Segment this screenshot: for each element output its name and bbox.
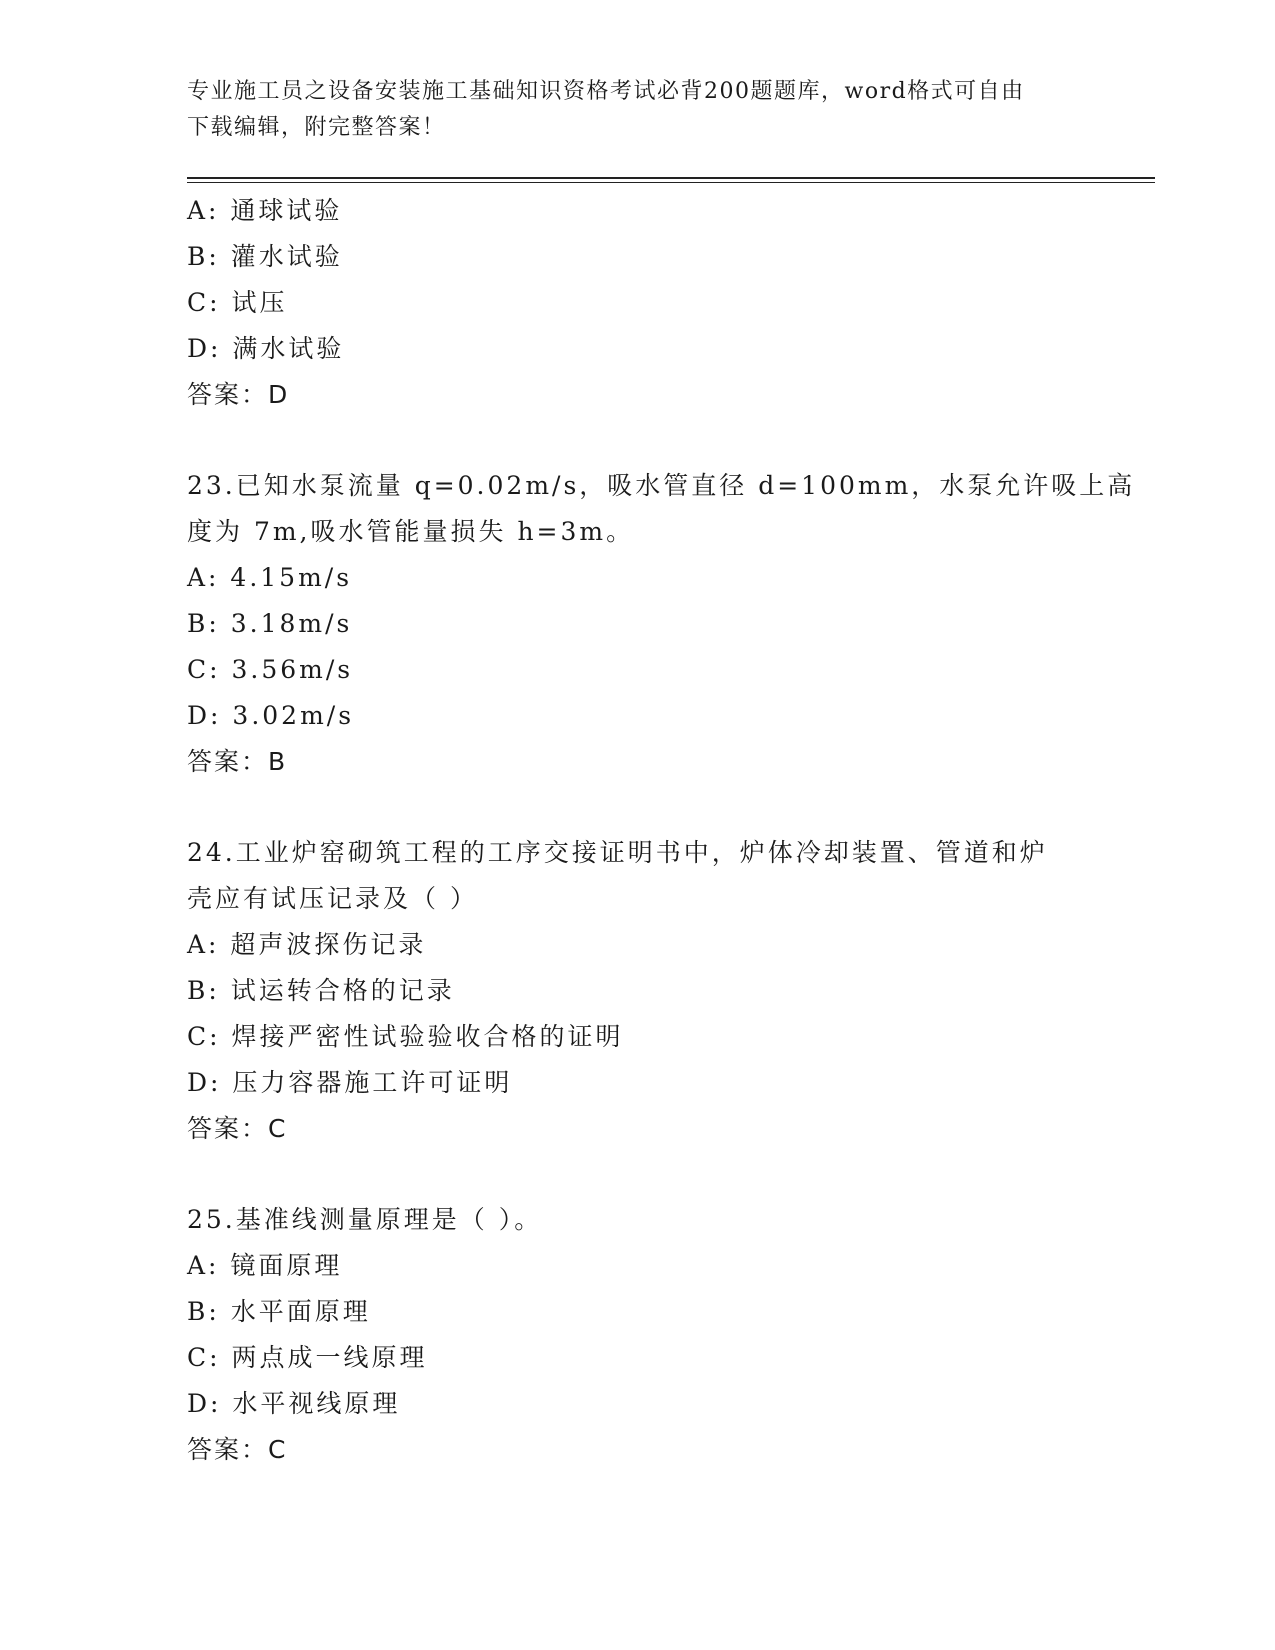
spacer	[187, 1152, 1087, 1197]
option-d: D: 3.02m/s	[187, 701, 355, 730]
answer-line: 答案：C	[187, 1435, 288, 1464]
header-line-1: 专业施工员之设备安装施工基础知识资格考试必背200题题库，word格式可自由	[187, 79, 1025, 104]
option-a: A: 通球试验	[187, 196, 343, 225]
option-b: B: 水平面原理	[187, 1297, 371, 1326]
option-d: D: 水平视线原理	[187, 1389, 401, 1418]
question-block-23	[187, 463, 1136, 785]
spacer	[187, 418, 1087, 463]
option-c: C: 3.56m/s	[187, 655, 354, 684]
question-block-prev	[187, 188, 1087, 418]
document-header	[187, 74, 1087, 146]
answer-line: 答案：C	[187, 1114, 288, 1143]
header-divider-thin	[187, 182, 1155, 183]
option-a: A: 4.15m/s	[187, 563, 353, 592]
header-divider-thick	[187, 177, 1155, 179]
answer-line: 答案：D	[187, 380, 290, 409]
option-b: B: 灌水试验	[187, 242, 343, 271]
question-stem-line-1: 25.基准线测量原理是（ ）。	[187, 1205, 543, 1234]
question-block-24	[187, 830, 1087, 1152]
question-stem-line-1: 23.已知水泵流量 q=0.02m/s，吸水管直径 d=100mm，水泵允许吸上高	[187, 471, 1136, 500]
option-a: A: 超声波探伤记录	[187, 930, 427, 959]
answer-line: 答案：B	[187, 747, 288, 776]
option-a: A: 镜面原理	[187, 1251, 343, 1280]
option-b: B: 3.18m/s	[187, 609, 353, 638]
option-d: D: 压力容器施工许可证明	[187, 1068, 513, 1097]
option-c: C: 试压	[187, 288, 288, 317]
header-line-2: 下载编辑，附完整答案！	[187, 115, 446, 140]
spacer	[187, 785, 1087, 830]
option-d: D: 满水试验	[187, 334, 345, 363]
question-stem-line-2: 壳应有试压记录及（ ）	[187, 884, 478, 913]
option-c: C: 两点成一线原理	[187, 1343, 428, 1372]
question-block-25	[187, 1197, 1087, 1473]
question-stem-line-1: 24.工业炉窑砌筑工程的工序交接证明书中，炉体冷却装置、管道和炉	[187, 838, 1048, 867]
question-stem-line-2: 度为 7m,吸水管能量损失 h=3m。	[187, 517, 635, 546]
option-b: B: 试运转合格的记录	[187, 976, 455, 1005]
option-c: C: 焊接严密性试验验收合格的证明	[187, 1022, 624, 1051]
question-list	[187, 188, 1136, 1473]
